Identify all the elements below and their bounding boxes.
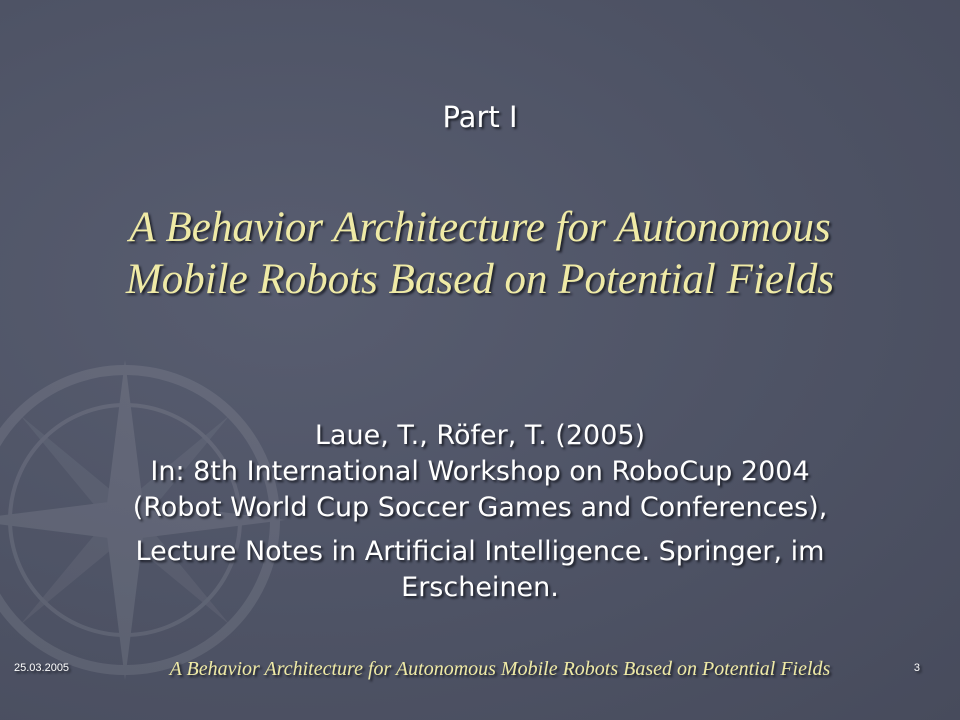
slide-title-line-1: A Behavior Architecture for Autonomous: [129, 204, 831, 251]
footer-title: A Behavior Architecture for Autonomous Mobile Robots Based on Potential Fields: [169, 658, 831, 680]
part-label: Part I: [442, 100, 518, 134]
slide-title-line-2: Mobile Robots Based on Potential Fields: [125, 256, 835, 303]
slide-title: [40, 202, 920, 306]
footer-page-number: 3: [913, 662, 920, 674]
reference-block: [40, 418, 920, 606]
authors-line: Laue, T., Röfer, T. (2005): [314, 420, 646, 451]
reference-line-4: Erscheinen.: [401, 572, 559, 603]
footer-date: 25.03.2005: [14, 662, 70, 674]
reference-line-2: (Robot World Cup Soccer Games and Conferences),: [132, 492, 828, 523]
reference-line-1: In: 8th International Workshop on RoboCup 2004: [150, 456, 810, 487]
reference-line-3: Lecture Notes in Artificial Intelligence. Springer, im: [135, 536, 825, 567]
